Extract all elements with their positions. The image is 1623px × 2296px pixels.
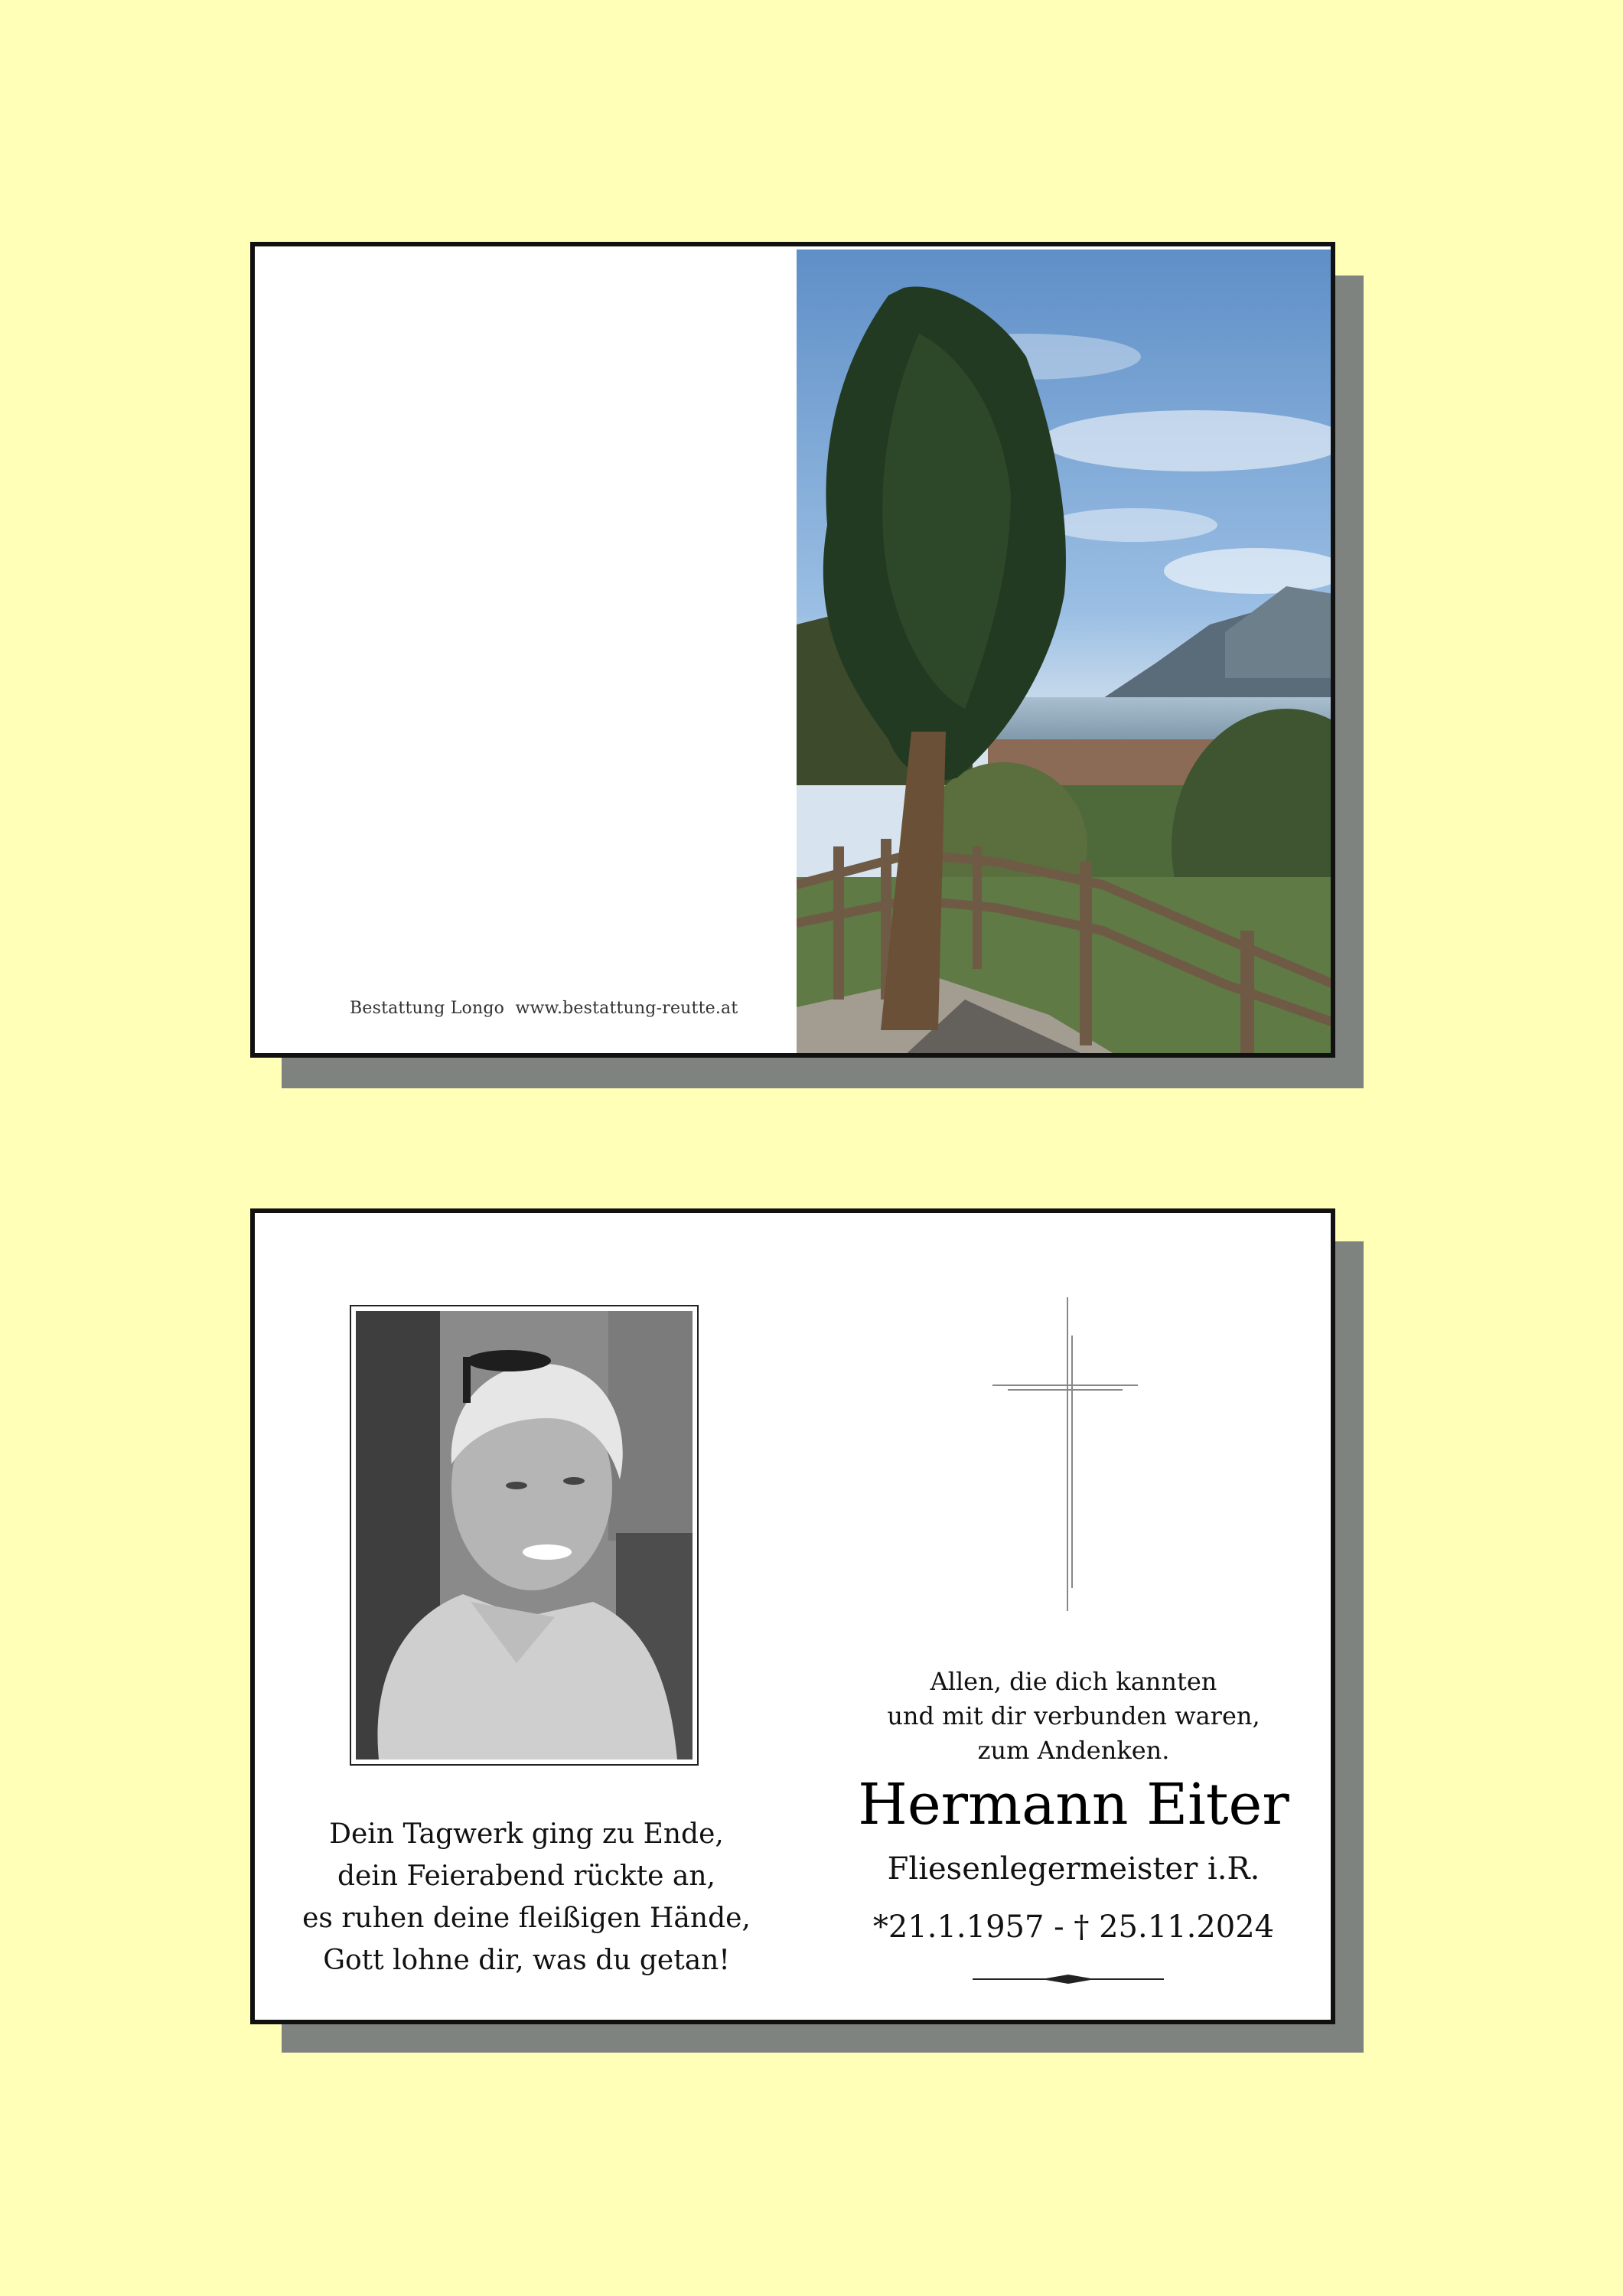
poem-line: es ruhen deine fleißigen Hände,	[302, 1903, 751, 1934]
portrait-frame	[350, 1305, 699, 1766]
portrait-photo	[356, 1311, 693, 1760]
poem-line: Dein Tagwerk ging zu Ende,	[329, 1818, 724, 1850]
deceased-profession: Fliesenlegermeister i.R.	[887, 1851, 1260, 1887]
life-dates: *21.1.1957 - † 25.11.2024	[872, 1910, 1275, 1945]
inner-card	[250, 1208, 1335, 2024]
poem-line: Gott lohne dir, was du getan!	[323, 1945, 730, 1976]
dedication	[836, 1665, 1311, 1768]
deceased-name: Hermann Eiter	[858, 1772, 1289, 1838]
poem-line: dein Feierabend rückte an,	[337, 1861, 715, 1892]
ornament-divider-icon	[973, 1973, 1164, 1985]
cross-icon	[992, 1297, 1146, 1619]
landscape-photo	[797, 249, 1334, 1056]
memorial-poem	[270, 1813, 783, 1981]
funeral-home-credit: Bestattung Longo www.bestattung-reutte.at	[350, 999, 738, 1018]
front-card	[250, 242, 1335, 1058]
dedication-line: zum Andenken.	[977, 1736, 1170, 1765]
dedication-line: und mit dir verbunden waren,	[887, 1701, 1260, 1730]
dedication-line: Allen, die dich kannten	[930, 1667, 1217, 1696]
